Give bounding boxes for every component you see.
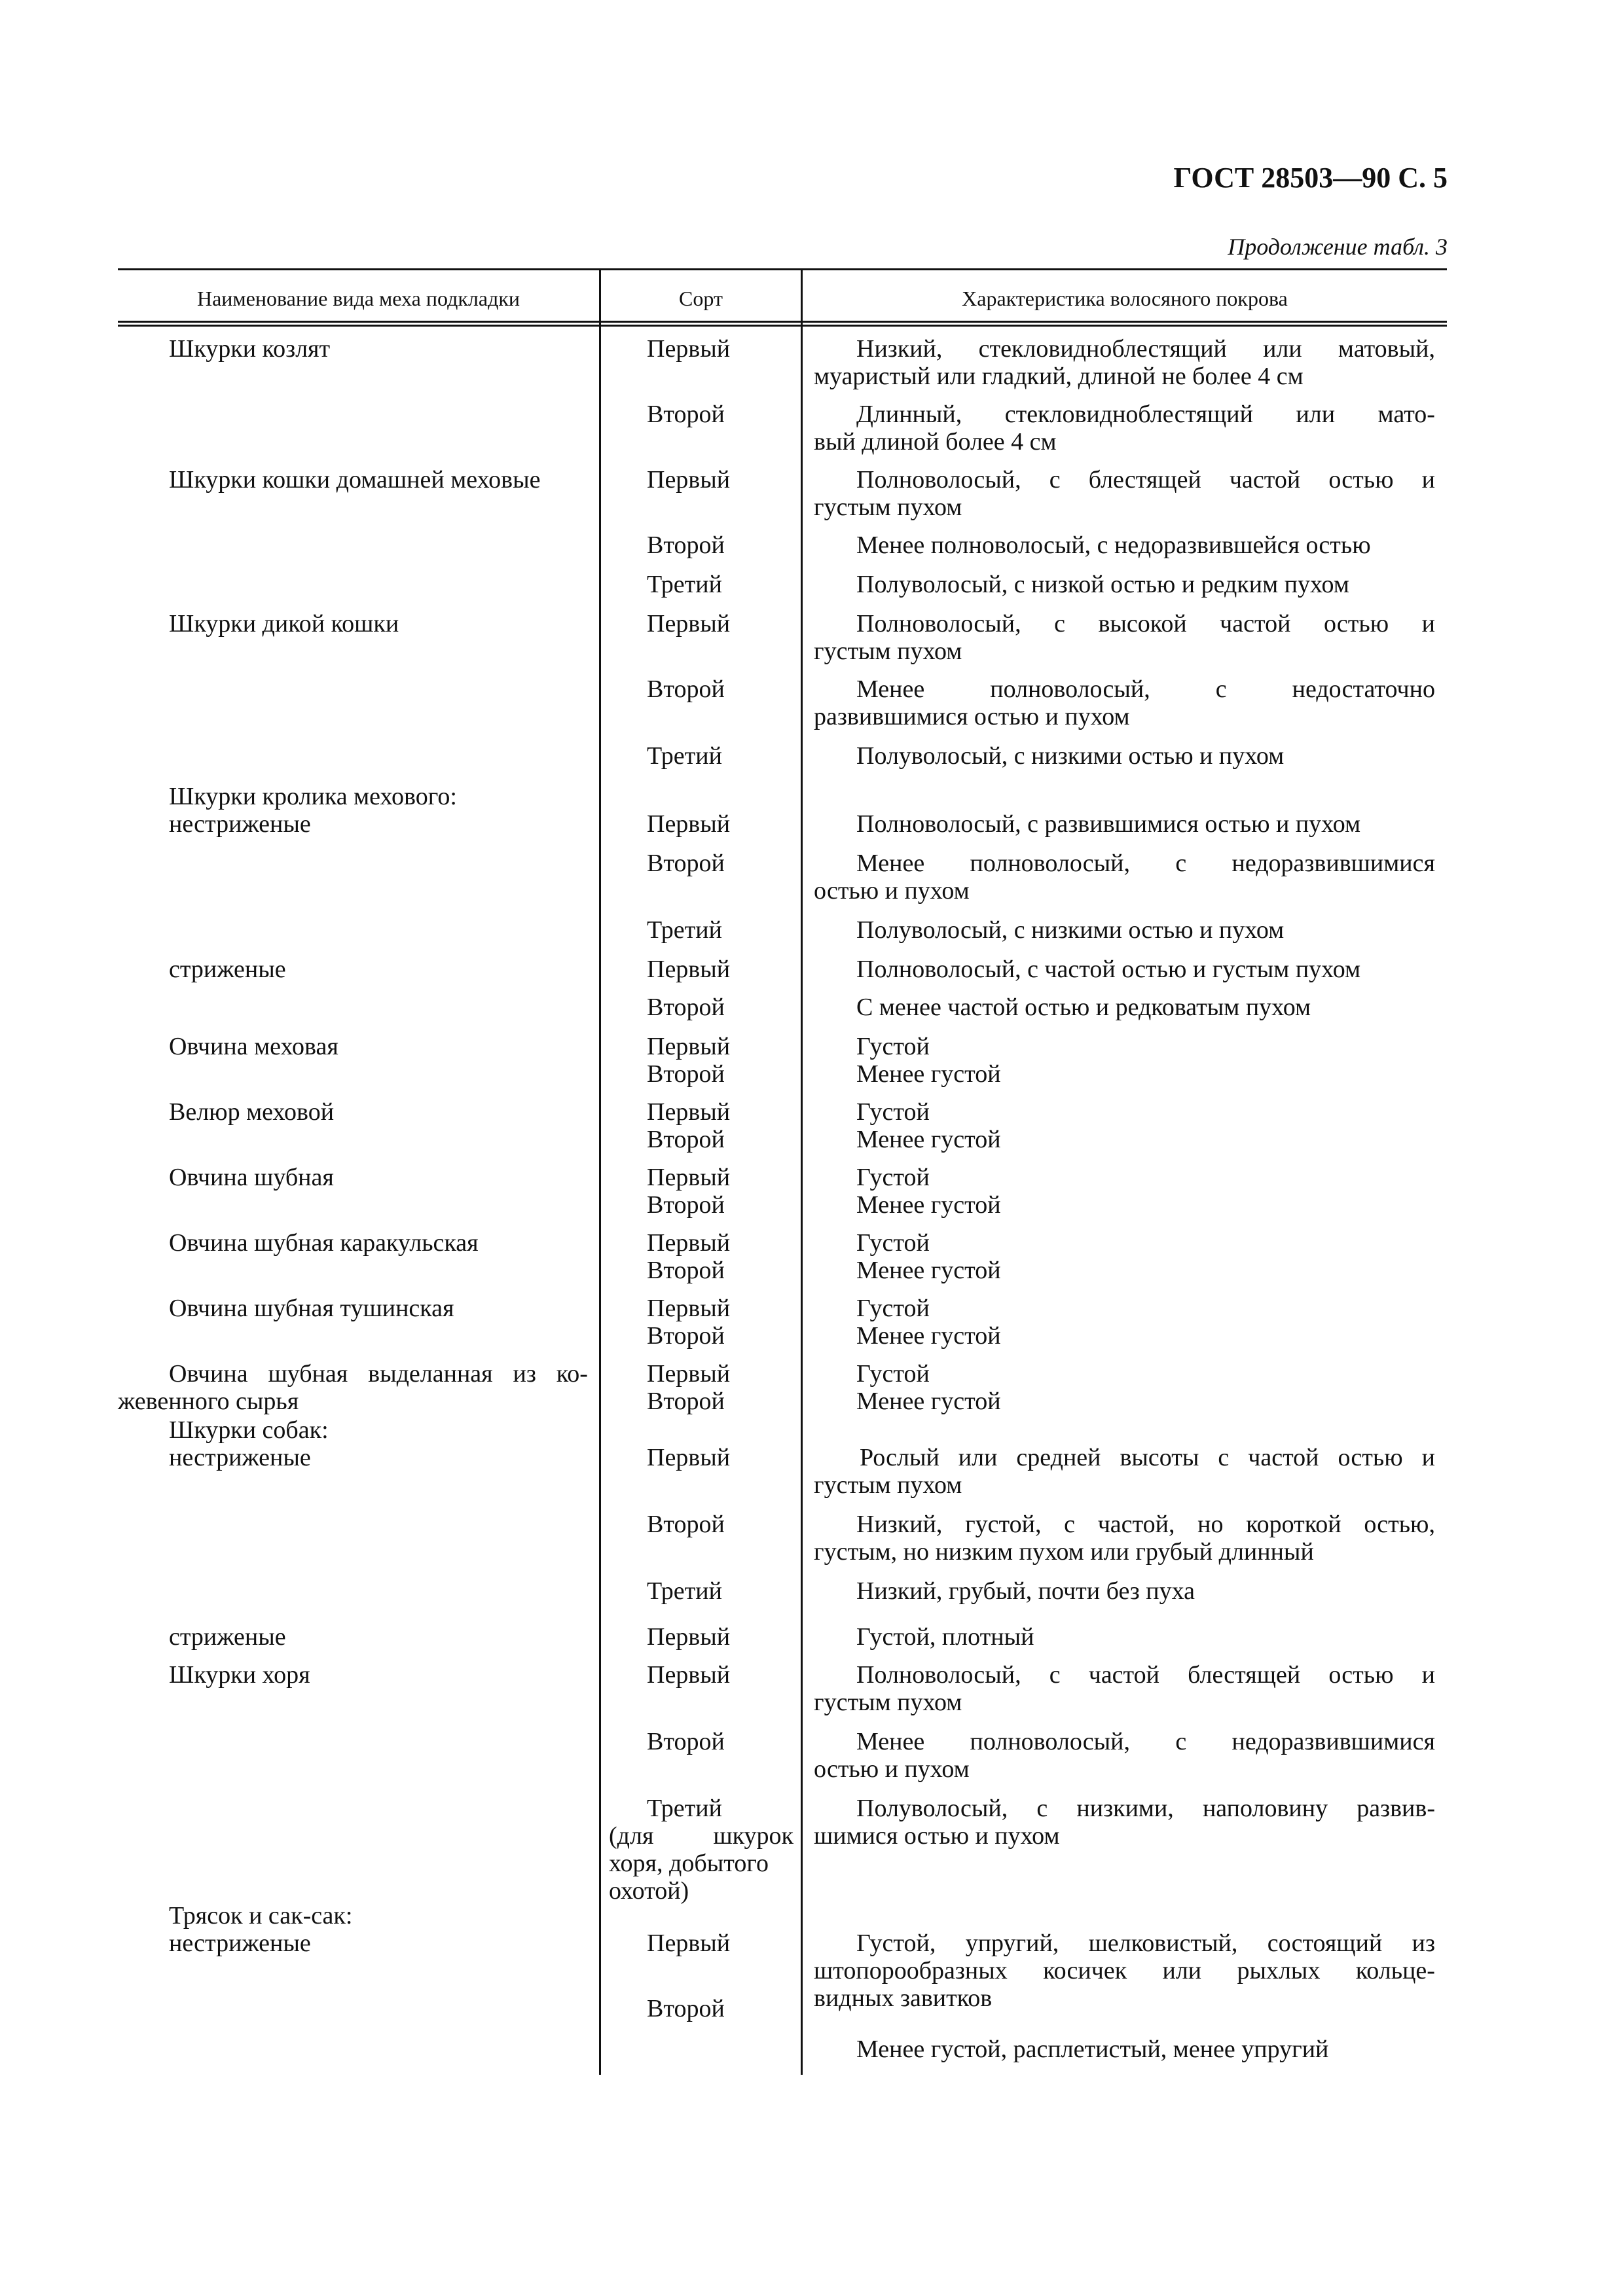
description-line — [856, 1795, 1435, 1822]
word: частой, — [1097, 1511, 1175, 1538]
description-line: густым пухом — [814, 1689, 962, 1716]
word: но — [1197, 1511, 1224, 1538]
grade-cell: Третий — [647, 742, 722, 770]
word: и — [1421, 1444, 1435, 1471]
word: высокой — [1098, 610, 1187, 637]
grade-note-word: (для — [609, 1822, 654, 1850]
description-line: Густой — [856, 1360, 930, 1388]
word: Полуволосый, — [856, 1795, 1008, 1822]
grade-cell: Первый — [647, 1164, 731, 1191]
word: низкими, — [1076, 1795, 1174, 1822]
word: или — [958, 1444, 998, 1471]
word: ко- — [556, 1360, 588, 1388]
table-header-rule-2 — [118, 325, 1447, 327]
word: с — [1054, 610, 1065, 637]
word: Овчина — [169, 1360, 248, 1388]
grade-note — [609, 1822, 793, 1850]
word: короткой — [1246, 1511, 1341, 1538]
word: остью — [1338, 1444, 1403, 1471]
grade-note-word: шкурок — [713, 1822, 793, 1850]
word: Менее — [856, 1728, 925, 1755]
grade-cell: Второй — [647, 401, 725, 428]
description-line: шимися остью и пухом — [814, 1822, 1060, 1850]
fur-subtype-name: стриженые — [169, 1623, 286, 1651]
description-line: Густой — [856, 1033, 930, 1060]
word: развив- — [1357, 1795, 1435, 1822]
word: частой — [1248, 1444, 1319, 1471]
column-header-description: Характеристика волосяного покрова — [962, 287, 1288, 310]
description-line: видных завитков — [814, 1984, 993, 2012]
grade-cell: Первый — [647, 810, 731, 838]
fur-type-name: Шкурки хоря — [169, 1661, 310, 1689]
description-line: Менее полноволосый, с недоразвившейся остью — [856, 531, 1371, 559]
description-line: Густой — [856, 1164, 930, 1191]
word: недоразвившимися — [1231, 1728, 1435, 1755]
description-line: Густой — [856, 1295, 930, 1322]
word: стекловидноблестящий — [1004, 401, 1253, 428]
description-line — [856, 1511, 1435, 1538]
word: недоразвившимися — [1231, 850, 1435, 877]
fur-subtype-name: стриженые — [169, 956, 286, 983]
word: с — [1215, 675, 1227, 703]
fur-type-name: Шкурки собак: — [169, 1416, 329, 1444]
fur-type-name: Велюр меховой — [169, 1098, 335, 1126]
description-line: развившимися остью и пухом — [814, 703, 1130, 730]
description-line: Полуволосый, с низкими остью и пухом — [856, 916, 1285, 944]
table-header-rule — [118, 321, 1447, 323]
word: с — [1036, 1795, 1048, 1822]
description-line: густым пухом — [814, 1471, 962, 1499]
description-line — [856, 401, 1435, 428]
fur-type-name: Шкурки козлят — [169, 335, 331, 363]
grade-cell: Первый — [647, 1929, 731, 1957]
description-line: вый длиной более 4 см — [814, 428, 1057, 456]
description-line — [856, 675, 1435, 703]
description-line — [814, 1957, 1435, 1984]
column-divider-2 — [801, 268, 803, 2075]
description-line: Полуволосый, с низкой остью и редким пухом — [856, 571, 1349, 598]
table-top-rule — [118, 268, 1447, 270]
description-line: остью и пухом — [814, 1755, 970, 1783]
grade-cell: Первый — [647, 1295, 731, 1322]
description-line — [856, 1728, 1435, 1755]
description-line — [856, 466, 1435, 493]
description-line — [856, 850, 1435, 877]
word: матовый, — [1338, 335, 1435, 363]
description-line: Низкий, грубый, почти без пуха — [856, 1577, 1195, 1605]
description-line: Густой, плотный — [856, 1623, 1034, 1651]
word: из — [1412, 1929, 1435, 1957]
fur-type-name: Овчина шубная тушинская — [169, 1295, 454, 1322]
word: частой — [1220, 610, 1291, 637]
word: с — [1064, 1511, 1076, 1538]
word: остью — [1328, 1661, 1394, 1689]
fur-type-name: Шкурки кролика мехового: — [169, 783, 457, 810]
grade-cell: Второй — [647, 1995, 725, 2022]
word: остью — [1323, 610, 1389, 637]
word: мато- — [1377, 401, 1435, 428]
word: шелковистый, — [1088, 1929, 1238, 1957]
word: с — [1218, 1444, 1230, 1471]
fur-subtype-name: нестриженые — [169, 1929, 311, 1957]
description-line: С менее частой остью и редковатым пухом — [856, 994, 1311, 1021]
word: Полноволосый, — [856, 466, 1021, 493]
grade-cell: Первый — [647, 335, 731, 363]
word: шубная — [268, 1360, 348, 1388]
description-line — [856, 335, 1435, 363]
description-line: Менее густой, расплетистый, менее упругий — [856, 2036, 1329, 2063]
grade-cell: Третий — [647, 571, 722, 598]
word: или — [1162, 1957, 1202, 1984]
word: рыхлых — [1237, 1957, 1321, 1984]
word: частой — [1088, 1661, 1159, 1689]
word: блестящей — [1088, 466, 1201, 493]
description-line: густым пухом — [814, 493, 962, 521]
page-header: ГОСТ 28503—90 С. 5 — [1173, 162, 1448, 194]
description-line: густым, но низким пухом или грубый длинный — [814, 1538, 1314, 1566]
word: недостаточно — [1292, 675, 1435, 703]
description-line: муаристый или гладкий, длиной не более 4 см — [814, 363, 1304, 390]
word: полноволосый, — [990, 675, 1150, 703]
word: косичек — [1043, 1957, 1127, 1984]
word: с — [1049, 466, 1061, 493]
word: кольце- — [1355, 1957, 1435, 1984]
description-line — [856, 1929, 1435, 1957]
word: полноволосый, — [970, 850, 1131, 877]
column-header-name: Наименование вида меха подкладки — [196, 287, 520, 310]
word: стекловидноблестящий — [978, 335, 1227, 363]
fur-type-name: Овчина шубная — [169, 1164, 334, 1191]
grade-cell: Второй — [647, 850, 725, 877]
word: состоящий — [1267, 1929, 1383, 1957]
grade-cell: Первый — [647, 956, 731, 983]
word: Низкий, — [856, 335, 943, 363]
word: густой, — [965, 1511, 1042, 1538]
grade-cell: Третий — [647, 916, 722, 944]
fur-type-name: Овчина шубная каракульская — [169, 1229, 479, 1257]
word: с — [1175, 1728, 1187, 1755]
description-line: Менее густой — [856, 1322, 1001, 1350]
word: Густой, — [856, 1929, 936, 1957]
grade-cell: Второй — [647, 1322, 725, 1350]
description-line — [856, 610, 1435, 637]
grade-cell: Первый — [647, 466, 731, 493]
word: упругий, — [965, 1929, 1059, 1957]
grade-cell: Второй — [647, 1191, 725, 1219]
grade-cell: Второй — [647, 531, 725, 559]
description-line: Менее густой — [856, 1060, 1001, 1088]
grade-cell: Первый — [647, 1229, 731, 1257]
word: частой — [1229, 466, 1301, 493]
description-line: Полноволосый, с развившимися остью и пухом — [856, 810, 1361, 838]
fur-type-name: Шкурки дикой кошки — [169, 610, 399, 637]
description-line: Менее густой — [856, 1257, 1001, 1284]
grade-note: хоря, добытого — [609, 1850, 769, 1877]
description-line: Менее густой — [856, 1126, 1001, 1153]
word: наполовину — [1202, 1795, 1328, 1822]
grade-cell: Первый — [647, 1623, 731, 1651]
description-line: Менее густой — [856, 1388, 1001, 1415]
grade-cell: Второй — [647, 1257, 725, 1284]
grade-cell: Третий — [647, 1795, 722, 1822]
word: Низкий, — [856, 1511, 943, 1538]
grade-cell: Второй — [647, 1511, 725, 1538]
fur-type-name-cont: жевенного сырья — [118, 1388, 299, 1415]
grade-cell: Второй — [647, 1728, 725, 1755]
column-header-grade: Сорт — [679, 287, 723, 310]
grade-cell: Первый — [647, 1098, 731, 1126]
word: с — [1175, 850, 1187, 877]
word: высоты — [1120, 1444, 1199, 1471]
word: с — [1049, 1661, 1061, 1689]
description-line: Менее густой — [856, 1191, 1001, 1219]
grade-cell: Второй — [647, 1126, 725, 1153]
grade-cell: Второй — [647, 994, 725, 1021]
word: блестящей — [1188, 1661, 1301, 1689]
word: или — [1296, 401, 1336, 428]
description-line: Густой — [856, 1098, 930, 1126]
word: Рослый — [860, 1444, 939, 1471]
fur-subtype-name: нестриженые — [169, 810, 311, 838]
grade-note: охотой) — [609, 1877, 689, 1905]
fur-type-name: Трясок и сак-сак: — [169, 1902, 353, 1929]
grade-cell: Первый — [647, 1444, 731, 1471]
word: Длинный, — [856, 401, 962, 428]
description-line — [860, 1444, 1435, 1471]
description-line: густым пухом — [814, 637, 962, 665]
description-line: остью и пухом — [814, 877, 970, 905]
grade-cell: Первый — [647, 1360, 731, 1388]
fur-subtype-name: нестриженые — [169, 1444, 311, 1471]
word: остью, — [1364, 1511, 1435, 1538]
word: Полноволосый, — [856, 610, 1021, 637]
description-line: Полуволосый, с низкими остью и пухом — [856, 742, 1285, 770]
table-continuation-label: Продолжение табл. 3 — [1228, 234, 1448, 260]
grade-cell: Второй — [647, 1388, 725, 1415]
word: из — [513, 1360, 536, 1388]
word: и — [1421, 466, 1435, 493]
word: или — [1263, 335, 1302, 363]
word: и — [1421, 610, 1435, 637]
word: выделанная — [368, 1360, 493, 1388]
word: Менее — [856, 675, 925, 703]
grade-cell: Первый — [647, 1033, 731, 1060]
description-line: Полноволосый, с частой остью и густым пухом — [856, 956, 1361, 983]
description-line: Густой — [856, 1229, 930, 1257]
fur-type-name: Шкурки кошки домашней меховые — [169, 466, 541, 493]
grade-cell: Третий — [647, 1577, 722, 1605]
column-divider-1 — [599, 268, 601, 2075]
word: средней — [1016, 1444, 1101, 1471]
word: Менее — [856, 850, 925, 877]
word: штопорообразных — [814, 1957, 1008, 1984]
word: полноволосый, — [970, 1728, 1131, 1755]
grade-cell: Первый — [647, 1661, 731, 1689]
word: Полноволосый, — [856, 1661, 1021, 1689]
grade-cell: Первый — [647, 610, 731, 637]
grade-cell: Второй — [647, 1060, 725, 1088]
fur-type-name: Овчина меховая — [169, 1033, 338, 1060]
word: и — [1421, 1661, 1435, 1689]
fur-type-name — [169, 1360, 588, 1388]
description-line — [856, 1661, 1435, 1689]
word: остью — [1328, 466, 1394, 493]
grade-cell: Второй — [647, 675, 725, 703]
